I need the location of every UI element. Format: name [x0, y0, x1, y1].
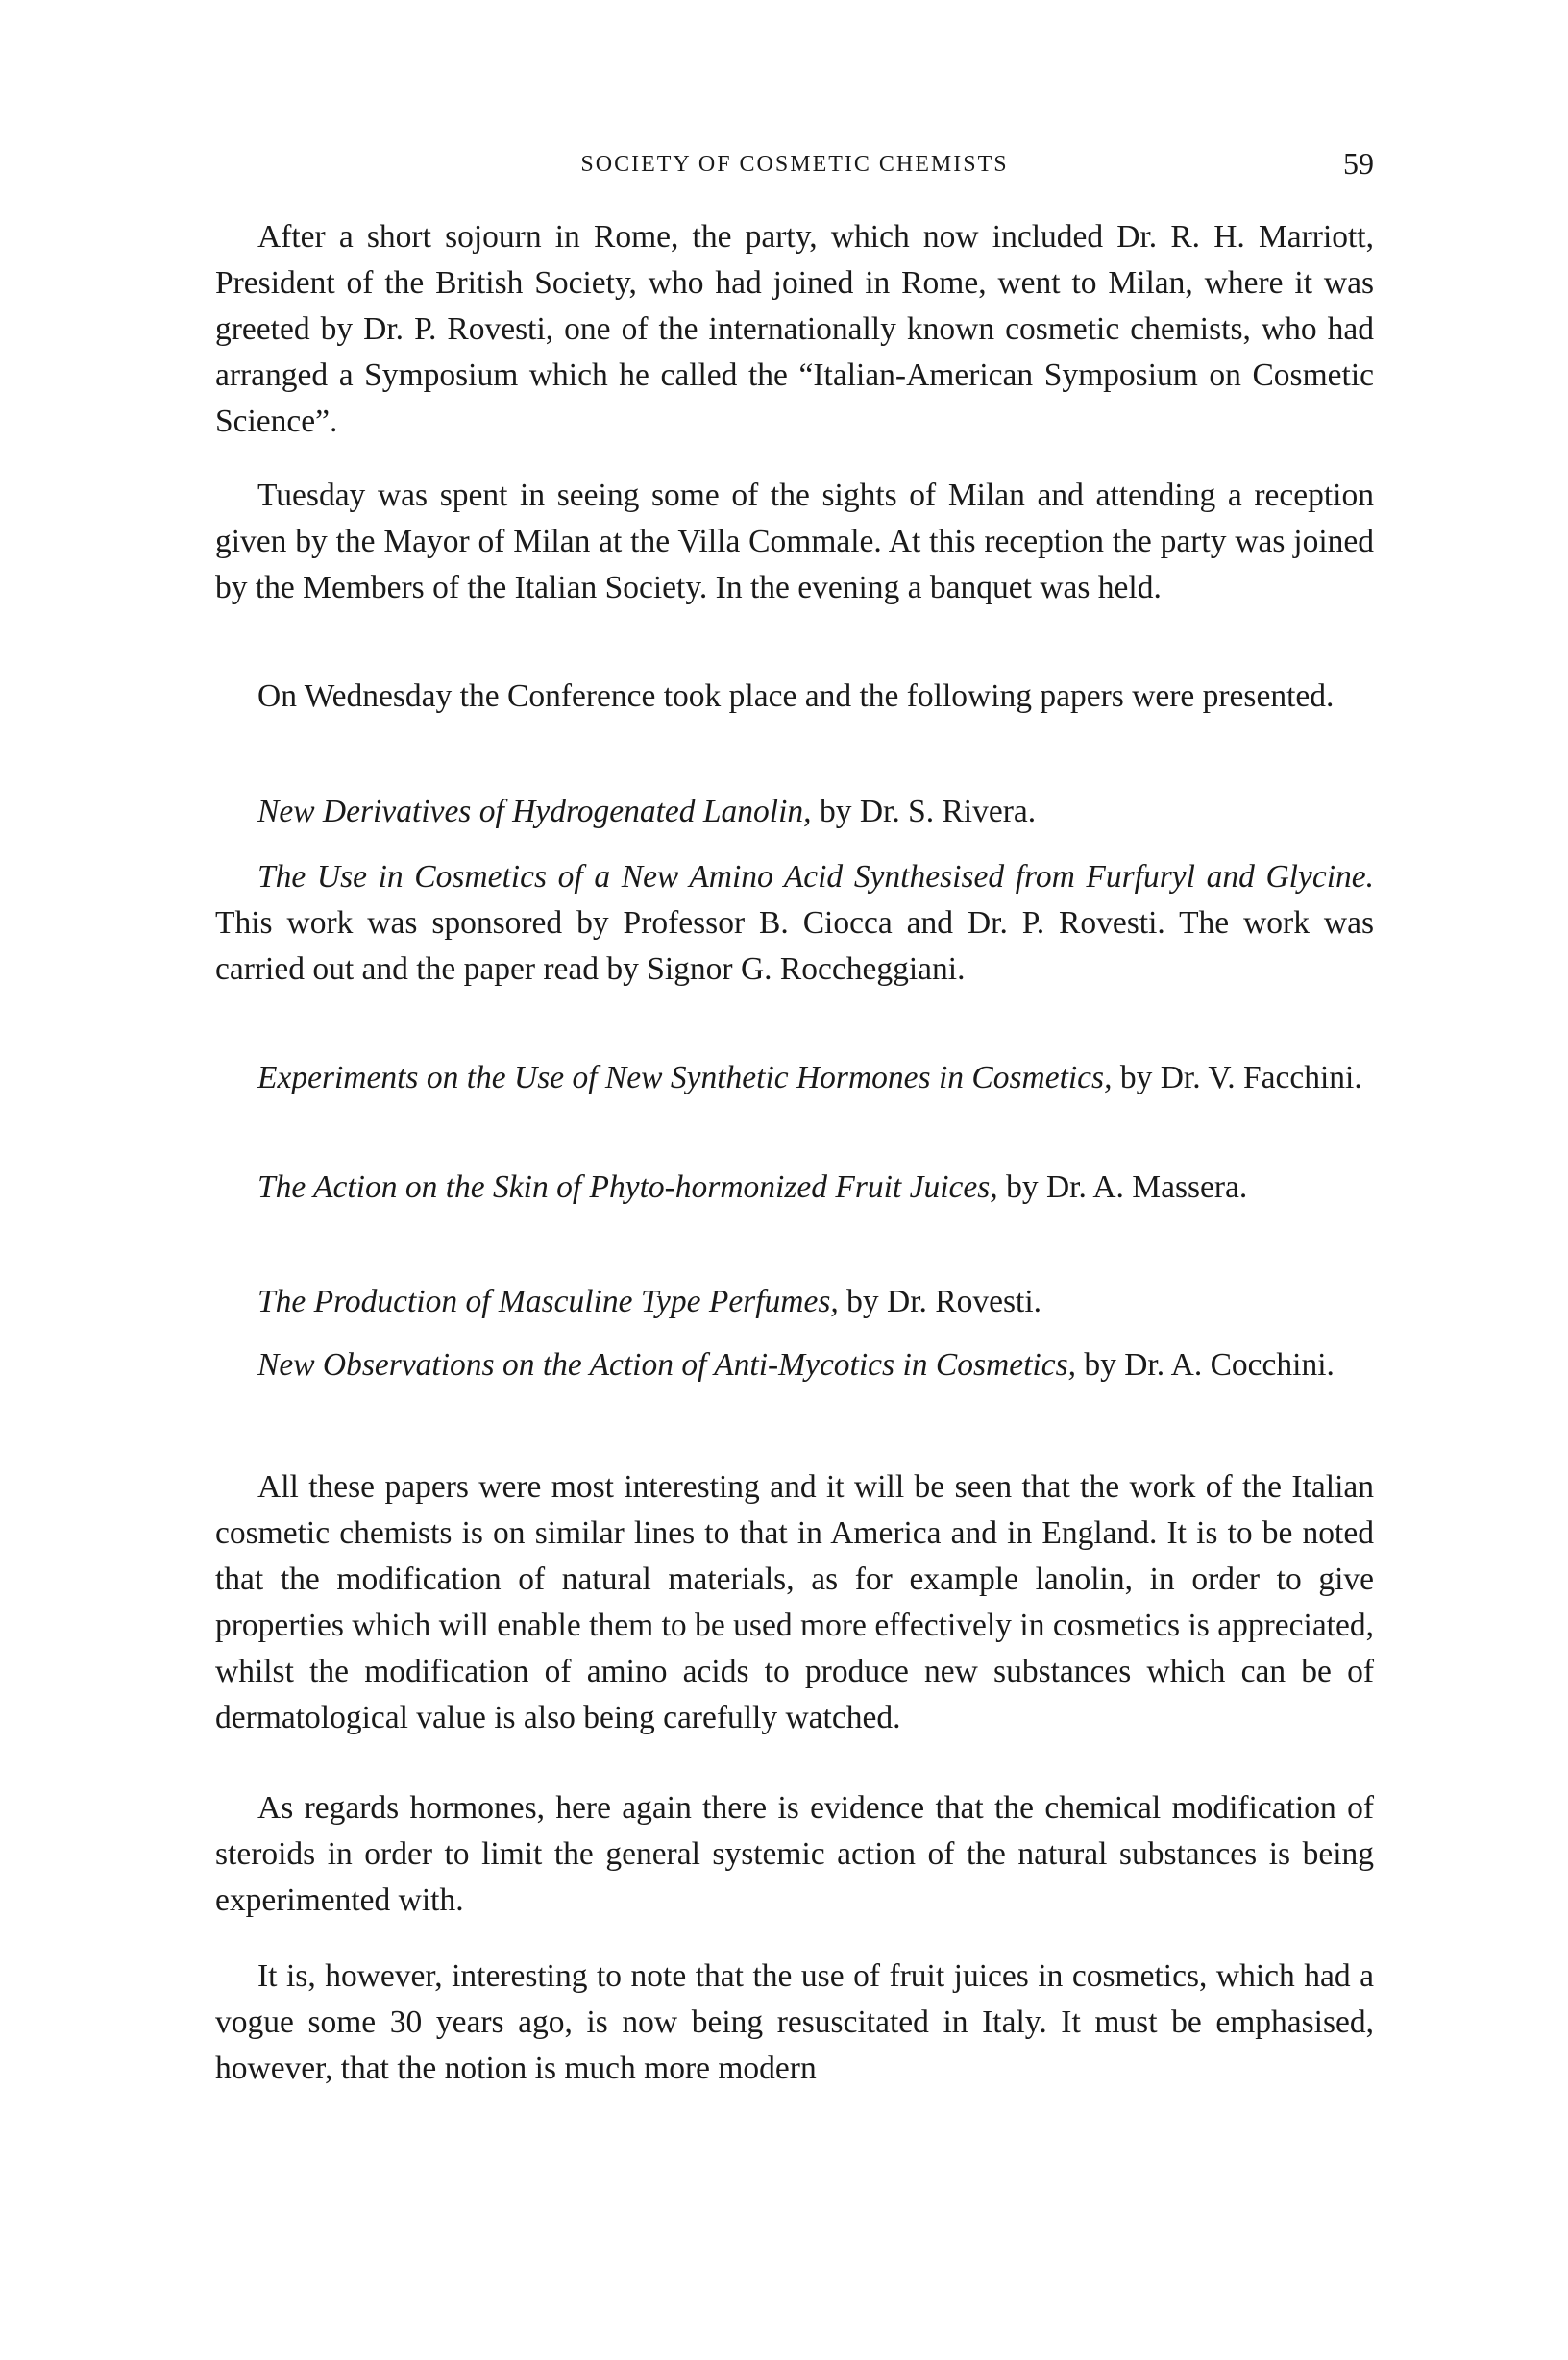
- page-number: 59: [1343, 146, 1374, 181]
- paper-entry: [215, 1279, 1374, 1325]
- paper-entry: [215, 1342, 1374, 1389]
- paper-title: Experiments on the Use of New Synthetic Hormones in Cosmetics,: [257, 1060, 1113, 1095]
- paper-author: by Dr. S. Rivera.: [811, 794, 1037, 829]
- paper-author: by Dr. Rovesti.: [838, 1284, 1042, 1319]
- paper-entry: [215, 854, 1374, 993]
- running-header: [215, 146, 1374, 184]
- paragraph-intro: After a short sojourn in Rome, the party, which now included Dr. R. H. Marriott, President of the British Society, who had joined in Rome, went to Milan, where it was greeted by Dr. P. Rovesti, one of the internationally known cosmetic chemists, who had arranged a Symposium which he called the “Italian-American Symposium on Cosmetic Science”.: [215, 219, 1374, 439]
- paragraph-hormones: As regards hormones, here again there is evidence that the chemical modification of steroids in order to limit the general systemic action of the natural substances is being experimented with.: [215, 1790, 1374, 1918]
- running-title: SOCIETY OF COSMETIC CHEMISTS: [580, 152, 1009, 177]
- paper-author: This work was sponsored by Professor B. Ciocca and Dr. P. Rovesti. The work was carried out and the paper read by Signor G. Roccheggiani.: [215, 905, 1374, 987]
- paragraph-discussion: All these papers were most interesting and it will be seen that the work of the Italian cosmetic chemists is on similar lines to that in America and in England. It is to be noted that the modification of natural materials, as for example lanolin, in order to give properties which will enable them to be used more effectively in cosmetics is appreciated, whilst the modification of amino acids to produce new substances which can be of dermatological value is also being carefully watched.: [215, 1469, 1374, 1735]
- paragraph-fruit-juices: It is, however, interesting to note that the use of fruit juices in cosmetics, which had a vogue some 30 years ago, is now being resuscitated in Italy. It must be emphasised, however, that the notion is much more modern: [215, 1958, 1374, 2086]
- paper-title: New Derivatives of Hydrogenated Lanolin,: [257, 794, 812, 829]
- paper-title: New Observations on the Action of Anti-Mycotics in Cosmetics,: [257, 1347, 1076, 1383]
- paper-author: by Dr. A. Massera.: [997, 1169, 1248, 1205]
- paper-entry: [215, 1165, 1374, 1211]
- paper-title: The Production of Masculine Type Perfumes,: [257, 1284, 839, 1319]
- paper-entry: [215, 1055, 1374, 1101]
- paper-author: by Dr. V. Facchini.: [1112, 1060, 1362, 1095]
- paper-title: The Use in Cosmetics of a New Amino Acid Synthesised from Furfuryl and Glycine.: [257, 859, 1374, 895]
- paragraph-wednesday: On Wednesday the Conference took place and the following papers were presented.: [257, 678, 1335, 714]
- paper-author: by Dr. A. Cocchini.: [1075, 1347, 1335, 1383]
- paper-entry: [215, 789, 1374, 835]
- paper-title: The Action on the Skin of Phyto-hormonized Fruit Juices,: [257, 1169, 998, 1205]
- paragraph-tuesday: Tuesday was spent in seeing some of the sights of Milan and attending a reception given by the Mayor of Milan at the Villa Commale. At this reception the party was joined by the Members of the Italian Society. In the evening a banquet was held.: [215, 478, 1374, 605]
